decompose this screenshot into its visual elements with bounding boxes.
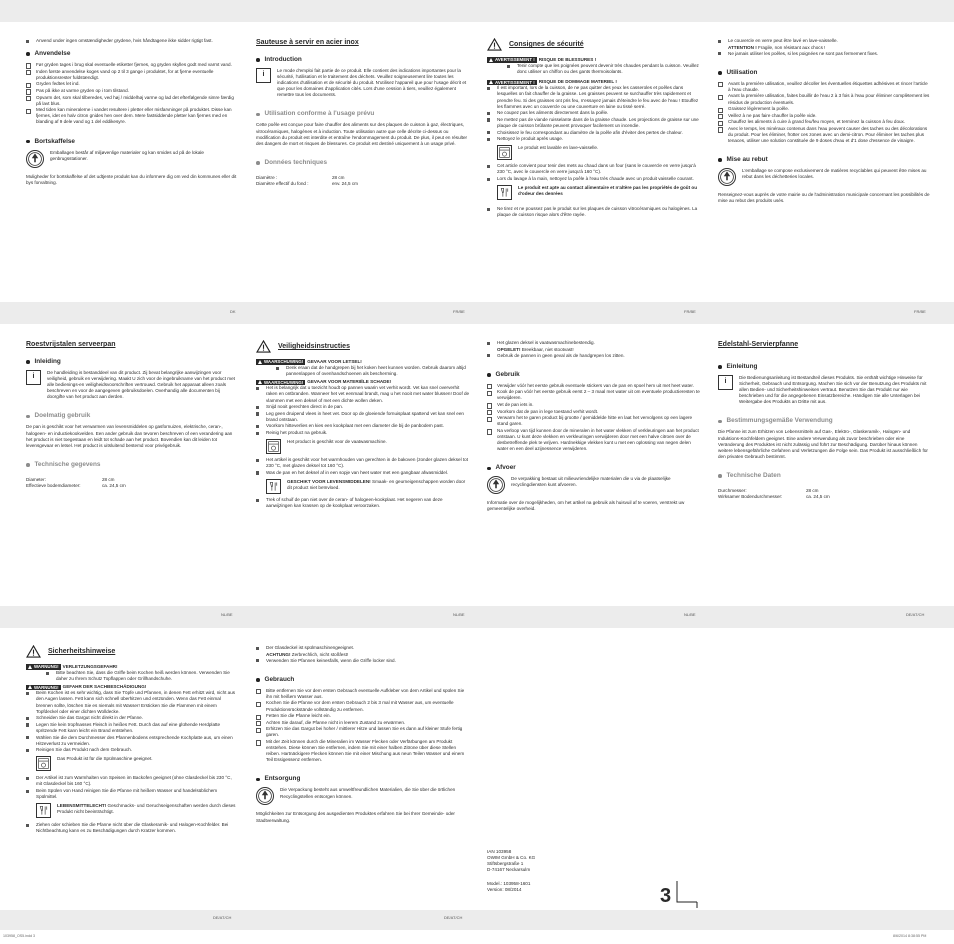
spec-value: ca. 24,5 cm [102,482,126,488]
list-use [256,688,470,764]
list-item: Fetten Sie die Pfanne leicht ein. [256,713,470,719]
row3-col2 [256,645,470,827]
list-item: Bitte entfernen Sie vor dem ersten Gebrauch eventuelle Aufkleber von dem Artikel und spülen Sie ihn mit heißem Wasser aus. [256,688,470,700]
warning-list [26,690,238,753]
list-item: Het is belangrijk dat u toezicht houdt op pannen waarin vet verhit wordt. Vet kan snel oververhit raken en ontbranden. Wanneer het vet eenmaal brandt, mag u het nooit met water blussen! Doof de vlammen met een deksel of met een dichte wollen deken. [256,385,470,403]
warning-tag-text: AVERTISSEMENT ! [495,57,535,63]
warning-list [46,670,238,682]
list-item: Nettoyez le produit après usage. [487,136,701,142]
info-icon: i [718,375,733,390]
dishwasher-note [266,439,470,454]
disposal-text: Muligheder for bortskaffelse af det udtjente produkt kan du informere dig om ved din kommunes eller dit bys forvaltning. [26,173,237,185]
spec-value: ca. 24,5 cm [806,494,830,500]
list-item: Anvend under ingen omstændigheder grydene, hvis håndtagene ikke sidder rigtigt fast. [26,38,238,44]
company-name: OWIM GmbH & Co. KG [487,855,536,861]
list-item: Ne tirez et ne poussez pas le produit sur les plaques de cuisson vitrocéramiques ou halogènes. La plaque de cuisson risque alors d'être rayée. [487,206,701,218]
warning-tag-text: AVERTISSEMENT ! [495,79,535,85]
list-intro [718,38,930,44]
food-safe-note [266,479,470,494]
recycle-icon [487,476,505,494]
footer-country: NL/BE [453,612,465,617]
footer-country: NL/BE [684,612,696,617]
warning-tag [26,664,61,670]
warning-tag [487,80,537,86]
list-item: Erhitzen Sie das Gargut bei hoher / mittlerer Hitze und lassen Sie es dann auf kleiner Stufe fertig garen. [256,726,470,738]
disposal-box-text: L'emballage se compose exclusivement de matières recyclables qui peuvent être mises au rebut dans les déchetteries locales. [742,168,927,180]
list-item: Het artikel is geschikt voor het warmhouden van gerechten in de bakoven (zonder glazen deksel tot 230 °C, met glazen deksel tot 160 °C). [256,457,470,469]
dishwasher-text: Het product is geschikt voor de vaatwasmachine. [287,439,387,445]
food-safe-note [36,803,238,818]
section-heading: Technische Daten [718,472,930,480]
list-item: Før gryden tages i brug skal eventuelle etiketter fjernes, og gryden skylles godt med varmt vand. [26,62,238,68]
row2-col1 [26,340,238,489]
food-safe-label: LEBENSMITTELECHT! [57,803,107,809]
caution-text: Zerbrechlich, nicht stoßfest! [291,651,349,657]
section-heading: Bortskaffelse [26,138,238,146]
warning-icon [28,665,32,669]
list-intro [256,645,470,651]
list-item: Voorkom hitteverlies en kies een kookplaat met een diameter die bij de panbodem past. [256,423,470,429]
footer-country: FR/BE [684,309,696,314]
row1-col4 [718,38,930,207]
list-item: Lors du lavage à la main, nettoyez la poêle à l'eau très chaude avec un produit vaisselle courant. [487,176,701,182]
footer-country: DE/AT/CH [444,915,463,920]
section-heading: Gebrauch [256,676,470,684]
disposal-box [256,787,470,805]
section-heading: Mise au rebut [718,156,930,164]
footer-band-2 [0,606,954,628]
spec-value: 28 cm [332,174,345,180]
dishwasher-icon [36,756,51,771]
section-heading: Inleiding [26,358,238,366]
footer-country: FR/BE [914,309,926,314]
specs-table [256,175,470,187]
list-item: Beim Spülen von Hand reinigen Sie die Pfanne mit heißem Wasser und handelsüblichem Spülmittel. [26,788,238,800]
row2-col2 [256,340,470,510]
list-item: Schneiden Sie das Gargut nicht direkt in der Pfanne. [26,715,238,721]
list-item: Avant la première utilisation, veuillez décoller les éventuelles étiquettes adhésives et rincer l'article à l'eau chaude. [718,81,930,93]
spec-label: Durchmesser: [718,487,747,493]
list-item: Ne mettez pas de viande ruisselante dans de la graisse chaude. Les projections de graisse sur une plaque de cuisson brûlante peuvent provoquer facilement un incendie. [487,117,701,129]
recycle-icon [26,150,44,168]
list-item: Denk eraan dat de handgrepen bij het koken heet kunnen worden. Gebruik daarom altijd pannenlappen of ovenhandschoenen als bescherming. [276,365,470,377]
warning-message: GEVAAR VOOR LETSEL! [307,359,362,364]
warning-list [276,365,470,377]
food-safe-text [287,479,470,494]
intro-box [718,375,930,405]
row3-col1 [26,645,238,835]
list-item: Gryden fedtes let ind. [26,81,238,87]
list-item: Na verloop van tijd kunnen door de mineralen in het water vlekken of verkleuringen aan het product ontstaan. U kunt deze vlekken en verkleuringen verwijderen door met een halve citroen over de desbetreffende plek te wrijven. Hardnekkige vlekken kunt u met een oplossing van negen delen water en een deel azijnessence verwijderen. [487,428,701,452]
purpose-text: Cette poêle est conçue pour faire chauffer des aliments sur des plaques de cuisson à gaz, électriques, vitrocéramiques, halogènes et à induction. Toute utilisation autre que celle décrite ci-dessus ou modification du produit est interdite et entraîne l'endommagement du produit. De plus, il peut en résulter des dangers de mort et risques de blessures. Ce produit est destiné uniquement à un usage privé. [256,122,468,146]
food-safe-text: Le produit est apte au contact alimentaire et n'altère pas les propriétés de goût ou d'odeur des denrées [518,185,698,197]
list-item: Gebruik de pannen in geen geval als de handgrepen los zitten. [487,353,701,359]
list-item: Leg geen druipend vlees in heet vet. Door op de gloeiende fornuisplaat spattend vet kan snel een brand ontstaan. [256,411,470,423]
section-heading: Bestimmungsgemäße Verwendung [718,417,930,425]
attention-text: Fragile, non résistant aux chocs ! [758,44,826,50]
disposal-box [487,476,701,494]
warning-tag-text: WARNUNG! [34,664,59,670]
dishwasher-icon [497,145,512,160]
list-item: Graissez légèrement la poêle. [718,106,930,112]
list-item: Tenir compte que les poignées peuvent devenir très chaudes pendant la cuisson. Veuillez donc utiliser un chiffon ou des gants thermoisolants. [507,63,701,75]
section-heading: Introduction [256,56,470,64]
list-intro-2 [256,658,470,664]
warning-list [507,63,701,75]
page-number: 3 [660,885,672,907]
warning-message: RISQUE DE BLESSURES ! [538,57,597,62]
caution-label: ACHTUNG! [266,651,291,657]
specs-table [26,477,238,489]
warning-icon [489,58,493,62]
disposal-box-text: De verpakking bestaat uit milieuvriendelijke materialen die u via de plaatselijke recyclingdiensten kunt afvoeren. [511,476,671,488]
list-item: Der Glasdeckel ist spülmaschinengeeignet. [256,645,470,651]
section-heading: Einleitung [718,363,930,371]
list-item: Kook de pan vóór het eerste gebruik eerst 2 – 3 maal met water uit om eventuele productieresten te verwijderen. [487,389,701,401]
warning-message: VERLETZUNGSGEFAHR! [62,664,118,669]
list-intro [487,340,701,346]
row1-col3 [487,38,701,219]
page-title: Sauteuse à servir en acier inox [256,39,359,46]
last-list [256,497,470,509]
spec-label: Diamètre : [256,174,278,180]
dishwasher-text: Le produit est lavable en lave-vaisselle. [518,145,599,151]
list-use [487,383,701,453]
warning-tag [256,380,305,386]
footer-country: DE/AT/CH [213,915,232,920]
footer-country: NL/BE [221,612,233,617]
oven-list [256,457,470,476]
specs-table [718,488,930,500]
last-list [26,822,238,834]
disposal-box-text: Emballagen består af miljøvenlige materialer og kan smides ud på de lokale genbrugsstationer. [50,149,204,161]
disposal-text: Möglichkeiten zur Entsorgung des ausgedienten Produktes erfahren Sie bei Ihrer Gemeinde- oder Stadtverwaltung. [256,811,455,823]
disposal-text: Renseignez-vous auprès de votre mairie ou de l'administration municipale concernant les possibilités de mise au rebut des produits usés. [718,192,930,204]
page-title: Consignes de sécurité [509,41,584,48]
spec-label: Effectieve bodemdiameter: [26,482,81,488]
warning-tag [487,57,537,63]
row2-col3 [487,340,701,516]
list-item: Cet article convient pour tenir des mets au chaud dans un four (sans le couvercle en verre jusqu'à 230 °C, avec le couvercle en verre jusqu'à 160 °C). [487,163,701,175]
list-item: Achten Sie darauf, die Pfanne nicht in leerem Zustand zu erwärmen. [256,720,470,726]
list-item: Der Artikel ist zum Warmhalten von Speisen im Backofen geeignet (ohne Glasdeckel bis 230 °C, mit Glasdeckel bis 160 °C). [26,775,238,787]
safety-title [487,38,701,51]
ian-number: IAN 103958 [487,849,512,854]
list-item: Wählen Sie die dem Durchmesser des Pfannenbodens entsprechende Kochplatte aus, um einen Hitzeverlust zu vermeiden. [26,735,238,747]
spec-value: env. 24,5 cm [332,180,358,186]
warning-icon [489,80,493,84]
row1-col2 [256,38,470,187]
list-item: Trek of schuif de pan niet over de ceran- of halogeen-kookplaat. Het negeren van deze aanwijzingen kan krassen op de kookplaat veroorzaken. [256,497,470,509]
section-heading: Utilisation conforme à l'usage prévu [256,110,470,118]
safety-title [256,340,470,353]
warning-icon [28,685,32,689]
info-icon: i [256,68,271,83]
disposal-box [718,168,930,186]
spec-value: 28 cm [102,476,115,482]
last-list [487,206,701,218]
print-slug-right: 8/6/2014 8:38:55 PM [893,934,927,938]
food-safe-note [497,185,701,200]
food-safe-detail: Geschmacks- und Geruchseigenschaften werden durch dieses Produkt nicht beeinträchtigt. [57,803,236,815]
page-title: Edelstahl-Servierpfanne [718,341,799,348]
list-item: Verwijder vóór het eerste gebruik eventuele stickers van de pan en spoel hem uit met heet water. [487,383,701,389]
dishwasher-note [36,756,238,771]
warning-message: GEFAHR DER SACHBESCHÄDIGUNG! [62,684,147,690]
warning-tag-text: WARNUNG! [34,684,59,690]
spec-label: Diameter: [26,476,46,482]
glass-fork-icon [266,479,281,494]
section-heading: Entsorgung [256,775,470,783]
footer-country: FR/BE [453,309,465,314]
list-item: Veillez à ne pas faire chauffer la poêle vide. [718,113,930,119]
list-item: Voorkom dat de pan in lege toestand verhit wordt. [487,409,701,415]
page-corner-icon [676,880,698,910]
page-title: Veiligheidsinstructies [278,343,350,350]
model-number: Model.: 103958-1601 [487,881,531,887]
caution-text: Breekbaar, niet stootvast! [521,346,574,352]
list-item: Ziehen oder schieben Sie die Pfanne nicht über die Glaskeramik- und Halogen-Kochfelder. Bei Nichtbeachtung kann es zu Beschädigungen durch Kratzer kommen. [26,822,238,834]
list-item: Le couvercle en verre peut être lavé en lave-vaisselle. [718,38,930,44]
safety-title [26,645,238,658]
section-heading: Utilisation [718,69,930,77]
spec-label: Wirksamer Bodendurchmesser: [718,494,783,500]
print-slug-left: 103958_OS5.indd 3 [3,934,35,938]
oven-list [26,775,238,800]
top-band [0,0,954,22]
page-title: Sicherheitshinweise [48,648,116,655]
intro-box [256,68,470,98]
warning-list [256,385,470,436]
intro-box-text: Le mode d'emploi fait partie de ce produit. Elle contient des indications importantes pour la sécurité, l'utilisation et le traitement des déchets. Veuillez soigneusement lire toutes les indications d'utilisation et de sécurité du produit. N'utilisez l'appareil que pour l'usage décrit et que pour les domaines d'application cités. Lors d'une cession à tiers, veuillez également remettre tous les documents. [277,68,467,98]
list-item: Reinigen Sie das Produkt nach dem Gebrauch. [26,747,238,753]
disposal-text: Informatie over de mogelijkheden, om het artikel na gebruik als huisvuil af te voeren, verstrekt uw gemeentelijke overheid. [487,500,685,512]
list-item: Vet de pan iets in. [487,402,701,408]
list-item: Choisissez le feu correspondant au diamètre de la poêle afin d'éviter des pertes de chaleur. [487,130,701,136]
footer-country: DK [230,309,236,314]
list-item: Inden første anvendelse koges vand op 2 til 3 gange i produktet, for at fjerne eventuelle produktionsrester fuldstændigt. [26,69,238,81]
section-heading: Technische gegevens [26,461,238,469]
section-heading: Anvendelse [26,50,238,58]
list-item: Mit der Zeit können durch die Mineralien im Wasser Flecken oder Verfärbungen am Produkt entstehen. Diese können Sie entfernen, indem Sie mit einer halben Zitrone über diese Stellen reiben. Hartnäckigere Flecken können Sie mit einer Mischung aus neun Teilen Wasser und einem Teil Essigessenz entfernen. [256,739,470,763]
warning-icon [258,380,262,384]
footer-band-3 [0,910,954,930]
list-item: Ne coupez pas les aliments directement dans la poêle. [487,110,701,116]
warning-triangle-icon [487,38,502,51]
food-safe-detail: Smaak- en geurneigenschappen worden door dit product niet beïnvloed. [287,478,466,490]
list-item: Il est important, lors de la cuisson, de ne pas quitter des yeux les casseroles et poêles dans lesquelles on fait chauffer de la graisse. Les graisses peuvent se surchauffer très rapidement et prendre feu. Si des graisses ont pris feu, n'essayez jamais d'éteindre le feu avec de l'eau ! Etouffez les flammes avec un couvercle ou une couverture en laine ou tissé serré. [487,85,701,109]
disposal-box [26,150,238,168]
version: Version: 08/2014 [487,887,522,893]
list-item: Opvarm det, som skal tilberedes, ved høj / middelhøj varme og lad det efterfølgende simre færdig på lavt blus. [26,95,238,107]
glass-fork-icon [36,803,51,818]
company-city: D-74167 Neckarsulm [487,867,531,873]
list-intro-2 [487,353,701,359]
spec-label: Diamètre effectif du fond : [256,180,309,186]
food-safe-text [57,803,238,818]
spec-value: 28 cm [806,487,819,493]
dishwasher-text: Das Produkt ist für die Spülmaschine geeignet. [57,756,153,762]
dishwasher-icon [266,439,281,454]
company-street: Stiftsbergstraße 1 [487,861,524,867]
list-item: Reinig het product na gebruik. [256,430,470,436]
list-item: Was de pan en het deksel af in een sopje van heet water met een gangbaar afwasmiddel. [256,470,470,476]
info-icon: i [26,370,41,385]
purpose-text: Die Pfanne ist zum Erhitzen von Lebensmitteln auf Gas-, Elektro-, Glaskeramik-, Halogen- und Induktions-Kochfeldern geeignet. Eine andere Verwendung als zuvor beschrieben oder eine Veränderung des Produktes ist nicht zulässig und führt zur Beschädigung. Darüber hinaus können weitere lebensgefährliche Gefahren und Verletzungen die Folge sein. Das Produkt ist ausschließlich für den privaten Gebrauch bestimmt. [718,429,928,459]
row1-col1 [26,38,238,189]
warning-tag-text: WAARSCHUWING! [264,359,304,365]
section-heading: Afvoer [487,464,701,472]
section-heading: Données techniques [256,159,470,167]
list-item: Snijd nooit gerechten direct in de pan. [256,404,470,410]
footer-country: DE/AT/CH [906,612,925,617]
list-item: Beim Kochen ist es sehr wichtig, dass Sie Töpfe und Pfannen, in denen Fett erhitzt wird, nicht aus den Augen lassen. Fett kann sich schnell überhitzen und entzünden. Wenn das Fett einmal brennen sollte, löschen Sie es niemals mit Wasser! Ersticken Sie die Flammen mit einem Topfdeckel oder einer dichten Wolldecke. [26,690,238,714]
list-item: Avec le temps, les minéraux contenus dans l'eau peuvent causer des taches ou des décolorations du produit. Pour les éliminer, frotter ces zones avec un demi-citron. Pour éliminer les taches plus tenaces, utiliser une solution constituée de 9 doses d'eau et d'1 dose d'essence de vinaigre. [718,126,930,144]
list-item: Het glazen deksel is vaatwasmachinebestendig. [487,340,701,346]
list-item: Med tiden kan mineralerne i vandet resultere i pletter eller misfarvninger på produktet. Disse kan fjernes, idet en halv citron gnides hen over dem. Mere fastsiddende pletter kan fjernes med en blanding af 9 dele vand og 1 del eddikesyre. [26,107,238,125]
intro-box [26,370,238,400]
warning-triangle-icon [256,340,271,353]
disposal-box-text: Die Verpackung besteht aus umweltfreundlichen Materialien, die Sie über die örtlichen Recyclingstellen entsorgen können. [280,787,456,799]
row2-col4 [718,340,930,500]
warning-tag-text: WAARSCHUWING! [264,379,304,385]
oven-list [487,163,701,182]
food-safe-label: GESCHIKT VOOR LEVENSMIDDELEN! [287,478,371,484]
list-item: Ne jamais utiliser les poêles, si les poignées ne sont pas fermement fixes. [718,51,930,57]
warning-tag [26,685,61,691]
warning-icon [258,360,262,364]
intro-box-text: Die Bedienungsanleitung ist Bestandteil dieses Produkts. Sie enthält wichtige Hinweise für Sicherheit, Gebrauch und Entsorgung. Machen Sie sich vor der Benutzung des Produkts mit allen Bedien- und Sicherheitshinweisen vertraut. Benutzen Sie das Produkt nur wie beschrieben und für die angegebenen Einsatzbereiche. Händigen Sie alle Unterlagen bei Weitergabe des Produkts an Dritte mit aus. [739,375,927,405]
warning-list [487,85,701,142]
page-title: Roestvrijstalen serveerpan [26,341,116,348]
caution-label: OPGELET! [497,346,521,352]
glass-fork-icon [497,185,512,200]
dishwasher-note [497,145,701,160]
list-item: Pas på ikke at varme gryden op i tom tilstand. [26,88,238,94]
section-heading: Doelmatig gebruik [26,412,238,420]
list-use [718,81,930,144]
warning-tag [256,359,305,365]
purpose-text: De pan is geschikt voor het verwarmen van levensmiddelen op gasfornuizen, elektrische, ceran-, halogeen- en inductiekookvelden. Een ander gebruik dan tevoren beschreven of een verandering aan het product is niet toegestaan en leidt tot schade aan het product. Bovendien kan dit leiden tot levensgevaar en letsel. Het product is uitsluitend bestemd voor privégebruik. [26,424,233,448]
list-use [26,62,238,125]
list-item: Bitte beachten Sie, dass die Griffe beim Kochen heiß werden können. Verwenden Sie daher zu Ihrem Schutz Topflappen oder Grillhandschuhe. [46,670,238,682]
intro-box-text: De handleiding is bestanddeel van dit product. Zij bevat belangrijke aanwijzingen voor veiligheid, gebruik en verwijdering. Maakt U zich voor de ingebruikname van het product met alle bedienings-en veiligheidsvoorschriften vertrouwd. Gebruik het apparaat alleen zoals beschreven en voor de aangegeven gebruiksdoelen. Overhandig alle documenten bij doorgifte van het product aan derden. [47,370,235,400]
warning-message: RISQUE DE DOMMAGE MATERIEL ! [538,79,617,85]
warning-message: GEVAAR VOOR MATERIËLE SCHADE! [307,379,392,385]
list-intro-2 [718,51,930,57]
section-heading: Gebruik [487,371,701,379]
footer-band-1 [0,302,954,324]
list-item: Verwenden Sie Pfannen keinesfalls, wenn die Griffe locker sind. [256,658,470,664]
recycle-icon [256,787,274,805]
recycle-icon [718,168,736,186]
list-item: Verwarm het te garen product bij grootte / gemiddelde hitte en laat het vervolgens op een lagere stand garen. [487,415,701,427]
list-intro [26,38,238,44]
list-item: Chauffez les aliments à cuire à grand feu/feu moyen, et terminez la cuisson à feu doux. [718,119,930,125]
warning-triangle-icon [26,645,41,658]
list-item: Kochen Sie die Pfanne vor dem ersten Gebrauch 2 bis 3 mal mit Wasser aus, um eventuelle Produktionsrückstände vollständig zu entfernen. [256,700,470,712]
list-item: Legen Sie kein tropfnasses Fleisch in heißes Fett. Durch das auf eine glühende Herdplatte spritzende Fett kann leicht ein Brand entstehen. [26,722,238,734]
attention-label: ATTENTION ! [728,44,757,50]
list-item: Avant la première utilisation, faites bouillir de l'eau 2 à 3 fois à l'eau pour éliminer complètement les résidus de production éventuels. [718,93,930,105]
